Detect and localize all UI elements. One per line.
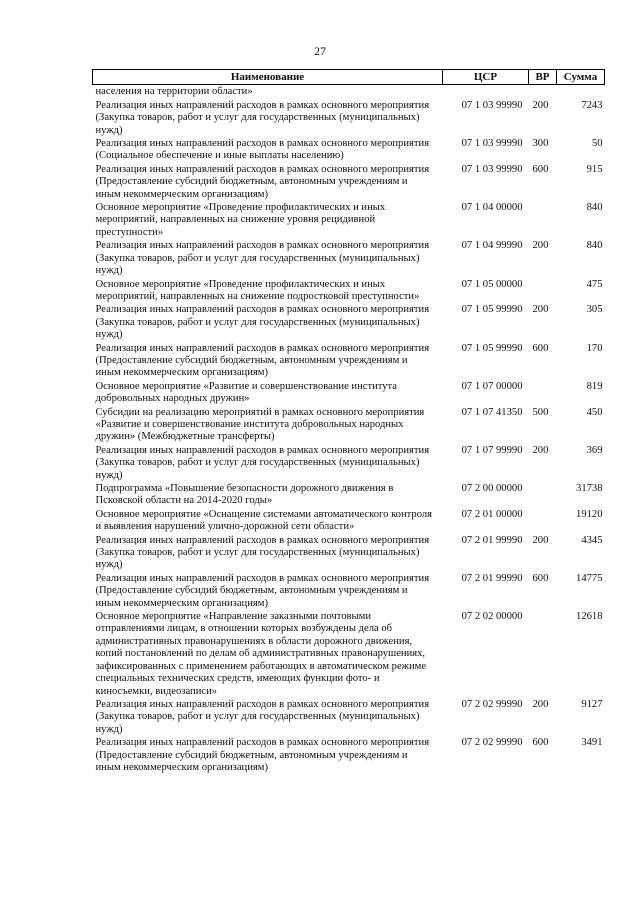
- sum-cell: 31738: [576, 483, 603, 494]
- table-row: [93, 201, 605, 239]
- sum-cell: 369: [586, 444, 603, 456]
- header-vr: ВР: [529, 70, 557, 85]
- table-row: [93, 508, 605, 534]
- page-number: 27: [314, 44, 326, 58]
- sum-cell: 3491: [581, 737, 603, 749]
- vr-cell: [529, 482, 557, 508]
- vr-cell: [529, 508, 557, 534]
- csr-cell: 07 1 05 00000: [461, 278, 523, 290]
- vr-cell: 600: [532, 163, 549, 175]
- vr-cell: 200: [532, 534, 549, 546]
- name-cell: Реализация иных направлений расходов в рамках основного мероприятия (Закупка товаров, работ и услуг для государственных (муниципальных) нужд): [95, 99, 430, 136]
- table-row: [93, 239, 605, 277]
- table-row: [93, 534, 605, 572]
- name-cell: Основное мероприятие «Развитие и совершенствование института добровольных народных дружин»: [95, 380, 398, 405]
- header-sum: Сумма: [557, 70, 605, 85]
- name-cell: Субсидии на реализацию мероприятий в рамках основного мероприятия «Развитие и совершенствование института добровольных народных дружин» (Межбюджетные трансферты): [95, 406, 425, 443]
- csr-cell: 07 2 01 99990: [461, 534, 523, 546]
- csr-cell: [443, 85, 529, 99]
- sum-cell: 50: [591, 138, 603, 150]
- csr-cell: 07 1 03 99990: [461, 99, 523, 111]
- sum-cell: 915: [586, 163, 603, 175]
- csr-cell: 07 1 07 41350: [461, 406, 523, 418]
- vr-cell: 200: [532, 698, 549, 710]
- csr-cell: 07 1 03 99990: [461, 163, 523, 175]
- name-cell: Реализация иных направлений расходов в рамках основного мероприятия (Предоставление субсидий бюджетным, автономным учреждениям и иным некоммерческим организациям): [95, 342, 430, 379]
- name-cell: Реализация иных направлений расходов в рамках основного мероприятия (Предоставление субсидий бюджетным, автономным учреждениям и иным некоммерческим организациям): [95, 737, 430, 773]
- vr-cell: 200: [532, 304, 549, 316]
- table-row: [93, 736, 605, 774]
- name-cell: Основное мероприятие «Проведение профилактических и иных мероприятий, направленных на снижение подростковой преступности»: [95, 278, 420, 302]
- name-cell: Реализация иных направлений расходов в рамках основного мероприятия (Закупка товаров, работ и услуг для государственных (муниципальных) нужд): [95, 698, 430, 735]
- name-cell: Основное мероприятие «Оснащение системами автоматического контроля и выявления нарушений улично-дорожной сети области»: [95, 508, 433, 533]
- vr-cell: 200: [532, 444, 549, 456]
- sum-cell: 819: [586, 380, 603, 392]
- vr-cell: [529, 610, 557, 698]
- header-name: Наименование: [93, 70, 443, 85]
- table-row: [93, 163, 605, 201]
- name-cell: Реализация иных направлений расходов в рамках основного мероприятия (Закупка товаров, работ и услуг для государственных (муниципальных) нужд): [95, 304, 430, 341]
- csr-cell: 07 2 02 99990: [461, 737, 523, 749]
- vr-cell: 600: [532, 572, 549, 584]
- header-csr: ЦСР: [443, 70, 529, 85]
- csr-cell: 07 2 02 99990: [461, 698, 523, 710]
- name-cell: Реализация иных направлений расходов в рамках основного мероприятия (Социальное обеспечение и иные выплаты населению): [95, 138, 430, 162]
- table-row: [93, 482, 605, 508]
- sum-cell: 475: [586, 278, 603, 290]
- vr-cell: 600: [532, 342, 549, 354]
- csr-cell: 07 2 02 00000: [461, 611, 523, 623]
- name-cell: Реализация иных направлений расходов в рамках основного мероприятия (Закупка товаров, работ и услуг для государственных (муниципальных) нужд): [95, 444, 430, 481]
- csr-cell: 07 1 04 99990: [461, 240, 523, 252]
- vr-cell: [529, 278, 557, 304]
- vr-cell: 600: [532, 737, 549, 749]
- sum-cell: 19120: [576, 508, 603, 520]
- table-row: [93, 610, 605, 698]
- table-body: [93, 85, 605, 774]
- sum-cell: 4345: [581, 534, 603, 546]
- table-row: [93, 278, 605, 304]
- table-row: [93, 698, 605, 736]
- sum-cell: 7243: [581, 99, 603, 111]
- sum-cell: 840: [586, 202, 603, 214]
- vr-cell: [529, 201, 557, 239]
- name-cell: Реализация иных направлений расходов в рамках основного мероприятия (Предоставление субсидий бюджетным, автономным учреждениям и иным некоммерческим организациям): [95, 572, 430, 609]
- name-cell: Реализация иных направлений расходов в рамках основного мероприятия (Предоставление субсидий бюджетным, автономным учреждениям и иным некоммерческим организациям): [95, 163, 430, 200]
- budget-table: [92, 69, 605, 774]
- table-row: [93, 380, 605, 406]
- csr-cell: 07 1 03 99990: [461, 138, 523, 150]
- name-cell: Реализация иных направлений расходов в рамках основного мероприятия (Закупка товаров, работ и услуг для государственных (муниципальных) нужд): [95, 240, 430, 277]
- sum-cell: 14775: [576, 572, 603, 584]
- sum-cell: 170: [586, 342, 603, 354]
- table-row: [93, 444, 605, 482]
- vr-cell: 200: [532, 99, 549, 111]
- csr-cell: 07 1 04 00000: [461, 202, 523, 214]
- table-row: [93, 99, 605, 137]
- table-row: [93, 137, 605, 163]
- name-cell: Основное мероприятие «Направление заказными почтовыми отправлениями лицам, в отношении которых возбуждены дела об административных правонарушениях в области дорожного движения, копий постановлений по делам об административных правонарушениях, зафиксированных с применением работающих в автоматическом режиме специальных технических средств, имеющих функции фото- и киносъемки, видеозаписи»: [95, 611, 427, 697]
- table-row: [93, 406, 605, 444]
- table-row: [93, 303, 605, 341]
- sum-cell: 840: [586, 240, 603, 252]
- csr-cell: 07 1 07 00000: [461, 380, 523, 392]
- sum-cell: 450: [586, 406, 603, 418]
- sum-cell: 305: [586, 304, 603, 316]
- table-row: [93, 85, 605, 99]
- csr-cell: 07 1 05 99990: [461, 304, 523, 316]
- csr-cell: 07 2 01 99990: [461, 572, 523, 584]
- table-row: [93, 342, 605, 380]
- name-cell: Реализация иных направлений расходов в рамках основного мероприятия (Закупка товаров, работ и услуг для государственных (муниципальных) нужд): [95, 534, 430, 571]
- name-cell: населения на территории области»: [95, 86, 253, 98]
- sum-cell: 12618: [576, 611, 603, 623]
- vr-cell: 500: [532, 406, 549, 418]
- sum-cell: 9127: [581, 698, 603, 710]
- vr-cell: [529, 380, 557, 406]
- csr-cell: 07 1 07 99990: [461, 444, 523, 456]
- vr-cell: 300: [532, 138, 549, 150]
- sum-cell: [557, 85, 605, 99]
- csr-cell: 07 1 05 99990: [461, 342, 523, 354]
- table-row: [93, 572, 605, 610]
- name-cell: Основное мероприятие «Проведение профилактических и иных мероприятий, направленных на снижение уровня рецидивной преступности»: [95, 202, 386, 238]
- table-header-row: [93, 70, 605, 85]
- vr-cell: 200: [532, 240, 549, 252]
- vr-cell: [529, 85, 557, 99]
- csr-cell: 07 2 00 00000: [461, 483, 523, 494]
- name-cell: Подпрограмма «Повышение безопасности дорожного движения в Псковской области на 2014-2020 годы»: [95, 483, 394, 507]
- csr-cell: 07 2 01 00000: [461, 508, 523, 520]
